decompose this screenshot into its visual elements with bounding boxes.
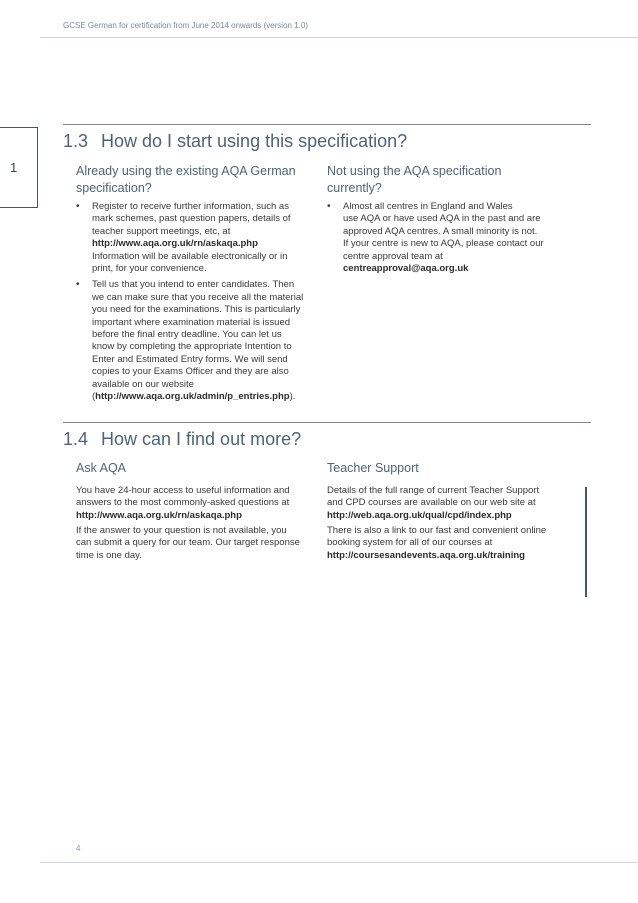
heading-line: currently? xyxy=(327,181,382,195)
teacher-support-paragraph-1: Details of the full range of current Teacher Support and CPD courses are available on our web site at http://web.aqa.org.uk/qual/cpd/index.php xyxy=(327,485,582,522)
centre-approval-email-link[interactable]: centreapproval@aqa.org.uk xyxy=(343,263,469,275)
margin-marker xyxy=(585,487,587,597)
askaqa-link[interactable]: http://www.aqa.org.uk/rn/askaqa.php xyxy=(92,238,258,250)
section-tab xyxy=(0,127,38,208)
cpd-link[interactable]: http://web.aqa.org.uk/qual/cpd/index.php xyxy=(327,509,512,521)
entries-link-line: (http://www.aqa.org.uk/admin/p_entries.php). xyxy=(92,391,296,403)
courses-events-link[interactable]: http://coursesandevents.aqa.org.uk/training xyxy=(327,549,525,561)
existing-users-list xyxy=(76,201,316,408)
section-1-4-rule xyxy=(63,422,591,423)
teacher-support-paragraph-2: There is also a link to our fast and convenient online booking system for all of our courses at http://coursesandevents.aqa.org.uk/training xyxy=(327,525,582,562)
list-item: • Tell us that you intend to enter candidates. Then we can make sure that you receive all the material you need for the examinations. This is particularly important where examination material is issued before the final entry deadline. You can let us know by completing the appropriate Intention to Enter and Estimated Entry forms. We will send copies to your Exams Officer and they are also available on our website (http://www.aqa.org.uk/admin/p_entries.php). xyxy=(76,279,316,403)
ask-aqa-paragraph-2: If the answer to your question is not available, you can submit a query for our team. Our target response time is one day. xyxy=(76,525,300,561)
page-number: 4 xyxy=(76,844,81,853)
new-users-heading xyxy=(327,163,582,197)
teacher-support-heading: Teacher Support xyxy=(327,461,419,475)
section-1-3-title xyxy=(63,131,407,152)
section-1-4-title xyxy=(63,429,301,450)
section-1-4-title-text: How can I find out more? xyxy=(101,429,302,449)
section-tab-number: 1 xyxy=(10,160,18,175)
ask-aqa-heading: Ask AQA xyxy=(76,461,127,475)
top-divider xyxy=(40,37,638,38)
askaqa-link-2[interactable]: http://www.aqa.org.uk/rn/askaqa.php xyxy=(76,509,242,521)
heading-line: Not using the AQA specification xyxy=(327,164,502,178)
section-1-3-rule xyxy=(63,124,591,125)
list-item: • Almost all centres in England and Wales use AQA or have used AQA in the past and are approved AQA centres. A small minority is not. If your centre is new to AQA, please contact our centre approval team at centreapproval@aqa.org.uk xyxy=(327,201,582,275)
ask-aqa-paragraph-1: You have 24-hour access to useful information and answers to the most commonly-asked questions at http://www.aqa.org.uk/rn/askaqa.php xyxy=(76,485,316,522)
heading-line: specification? xyxy=(76,181,152,195)
heading-line: Already using the existing AQA German xyxy=(76,164,296,178)
existing-users-heading xyxy=(76,163,316,197)
section-1-4-number: 1.4 xyxy=(63,429,89,449)
section-1-3-number: 1.3 xyxy=(63,131,89,151)
bottom-divider xyxy=(40,862,638,863)
entries-link[interactable]: http://www.aqa.org.uk/admin/p_entries.php xyxy=(95,391,290,403)
list-item: • Register to receive further information, such as mark schemes, past question papers, details of teacher support meetings, etc, at http://www.aqa.org.uk/rn/askaqa.php Information will be available electronically or in print, for your convenience. xyxy=(76,201,316,275)
running-header: GCSE German for certification from June 2014 onwards (version 1.0) xyxy=(63,21,308,30)
section-1-3-title-text: How do I start using this specification? xyxy=(101,131,408,151)
new-users-list xyxy=(327,201,582,279)
